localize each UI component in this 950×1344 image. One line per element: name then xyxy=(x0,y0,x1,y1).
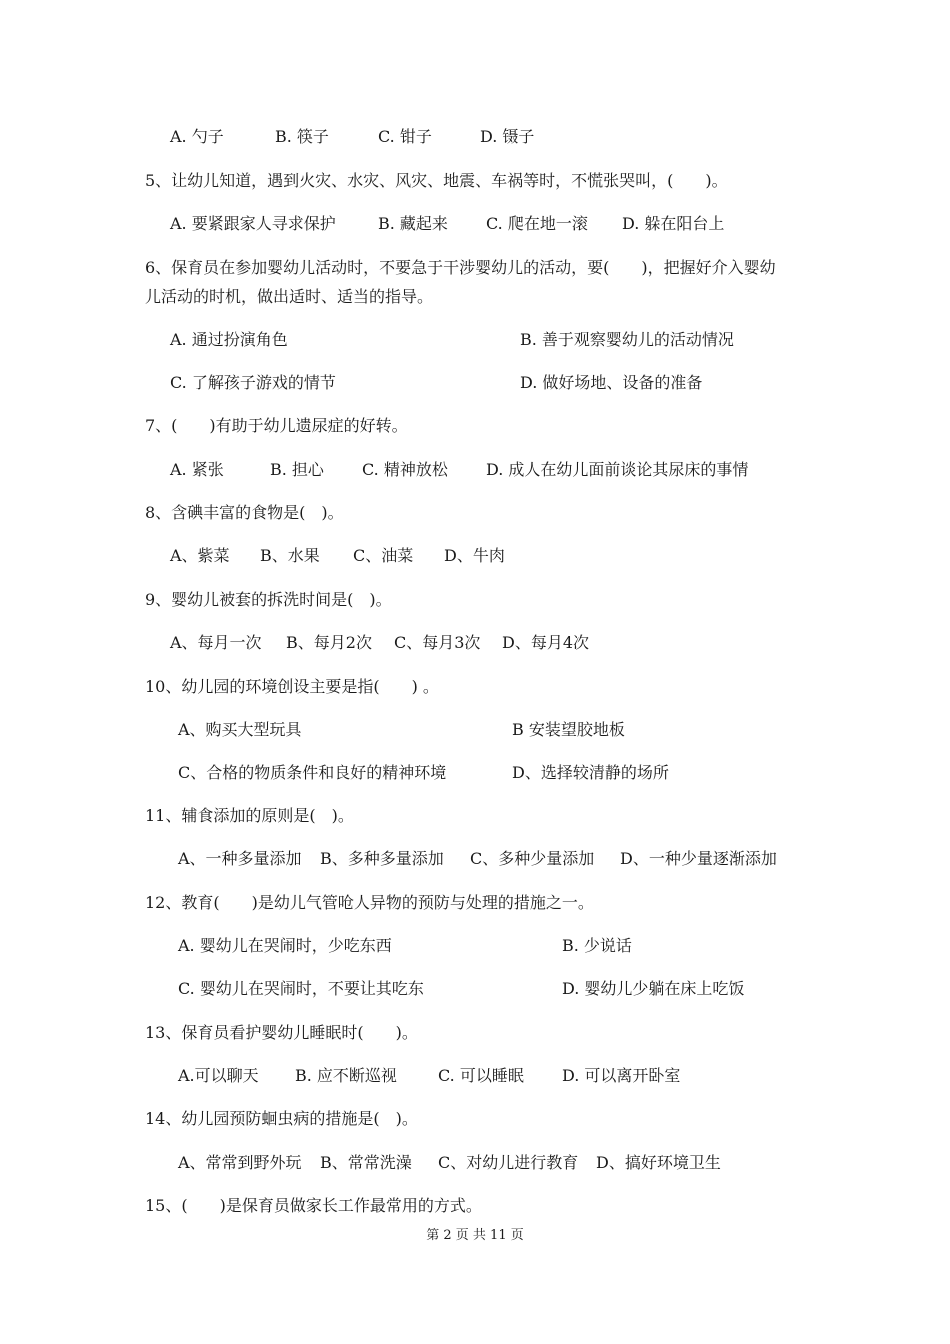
q5-option-d: D. 躲在阳台上 xyxy=(622,214,725,233)
q4-option-c: C. 钳子 xyxy=(378,127,432,146)
q14-option-c: C、对幼儿进行教育 xyxy=(438,1153,579,1172)
q9-option-b: B、每月2次 xyxy=(286,633,372,652)
q8-option-d: D、牛肉 xyxy=(444,546,505,565)
q5-option-b: B. 藏起来 xyxy=(378,214,448,233)
q12-option-c: C. 婴幼儿在哭闹时，不要让其吃东 xyxy=(178,979,424,998)
q8-option-c: C、油菜 xyxy=(353,546,414,565)
q7-stem: 7、( )有助于幼儿遗尿症的好转。 xyxy=(145,416,408,435)
q6-option-c: C. 了解孩子游戏的情节 xyxy=(170,373,336,392)
q6-stem-line2: 儿活动的时机，做出适时、适当的指导。 xyxy=(145,287,434,306)
q13-option-d: D. 可以离开卧室 xyxy=(562,1066,681,1085)
q13-option-c: C. 可以睡眠 xyxy=(438,1066,524,1085)
q7-option-c: C. 精神放松 xyxy=(362,460,448,479)
q5-stem: 5、让幼儿知道，遇到火灾、水灾、风灾、地震、车祸等时，不慌张哭叫，( )。 xyxy=(145,171,728,190)
q10-option-b: B 安装望胶地板 xyxy=(512,720,625,739)
q14-option-a: A、常常到野外玩 xyxy=(178,1153,302,1172)
q8-option-a: A、紫菜 xyxy=(170,546,230,565)
q13-option-b: B. 应不断巡视 xyxy=(295,1066,397,1085)
q11-option-b: B、多种多量添加 xyxy=(320,849,444,868)
q9-option-a: A、每月一次 xyxy=(170,633,262,652)
q14-stem: 14、幼儿园预防蛔虫病的措施是( )。 xyxy=(145,1109,418,1128)
q7-option-a: A. 紧张 xyxy=(170,460,224,479)
q4-option-d: D. 镊子 xyxy=(480,127,535,146)
q12-stem: 12、教育( )是幼儿气管呛人异物的预防与处理的措施之一。 xyxy=(145,893,594,912)
q11-option-d: D、一种少量逐渐添加 xyxy=(620,849,777,868)
q14-option-b: B、常常洗澡 xyxy=(320,1153,412,1172)
q15-stem: 15、( )是保育员做家长工作最常用的方式。 xyxy=(145,1196,482,1215)
q14-option-d: D、搞好环境卫生 xyxy=(596,1153,721,1172)
q6-option-a: A. 通过扮演角色 xyxy=(170,330,288,349)
q10-option-a: A、购买大型玩具 xyxy=(178,720,302,739)
q6-option-d: D. 做好场地、设备的准备 xyxy=(520,373,703,392)
q5-option-c: C. 爬在地一滚 xyxy=(486,214,588,233)
q10-option-d: D、选择较清静的场所 xyxy=(512,763,669,782)
q7-option-d: D. 成人在幼儿面前谈论其尿床的事情 xyxy=(486,460,749,479)
q12-option-b: B. 少说话 xyxy=(562,936,632,955)
q9-option-d: D、每月4次 xyxy=(502,633,590,652)
q13-option-a: A.可以聊天 xyxy=(178,1066,259,1085)
q5-option-a: A. 要紧跟家人寻求保护 xyxy=(170,214,336,233)
q11-option-c: C、多种少量添加 xyxy=(470,849,595,868)
q12-option-d: D. 婴幼儿少躺在床上吃饭 xyxy=(562,979,745,998)
q8-option-b: B、水果 xyxy=(260,546,320,565)
q9-option-c: C、每月3次 xyxy=(394,633,481,652)
q10-stem: 10、幼儿园的环境创设主要是指( ) 。 xyxy=(145,677,439,696)
q13-stem: 13、保育员看护婴幼儿睡眠时( )。 xyxy=(145,1023,418,1042)
q7-option-b: B. 担心 xyxy=(270,460,324,479)
q4-option-b: B. 筷子 xyxy=(275,127,329,146)
page-number: 第 2 页 共 11 页 xyxy=(426,1228,524,1243)
q10-option-c: C、合格的物质条件和良好的精神环境 xyxy=(178,763,447,782)
q6-stem-line1: 6、保育员在参加婴幼儿活动时，不要急于干涉婴幼儿的活动，要( )，把握好介入婴幼 xyxy=(145,258,776,277)
q11-option-a: A、一种多量添加 xyxy=(178,849,302,868)
q8-stem: 8、含碘丰富的食物是( )。 xyxy=(145,503,344,522)
q9-stem: 9、婴幼儿被套的拆洗时间是( )。 xyxy=(145,590,392,609)
q11-stem: 11、辅食添加的原则是( )。 xyxy=(145,806,354,825)
q6-option-b: B. 善于观察婴幼儿的活动情况 xyxy=(520,330,734,349)
q4-option-a: A. 勺子 xyxy=(170,127,224,146)
q12-option-a: A. 婴幼儿在哭闹时，少吃东西 xyxy=(178,936,392,955)
